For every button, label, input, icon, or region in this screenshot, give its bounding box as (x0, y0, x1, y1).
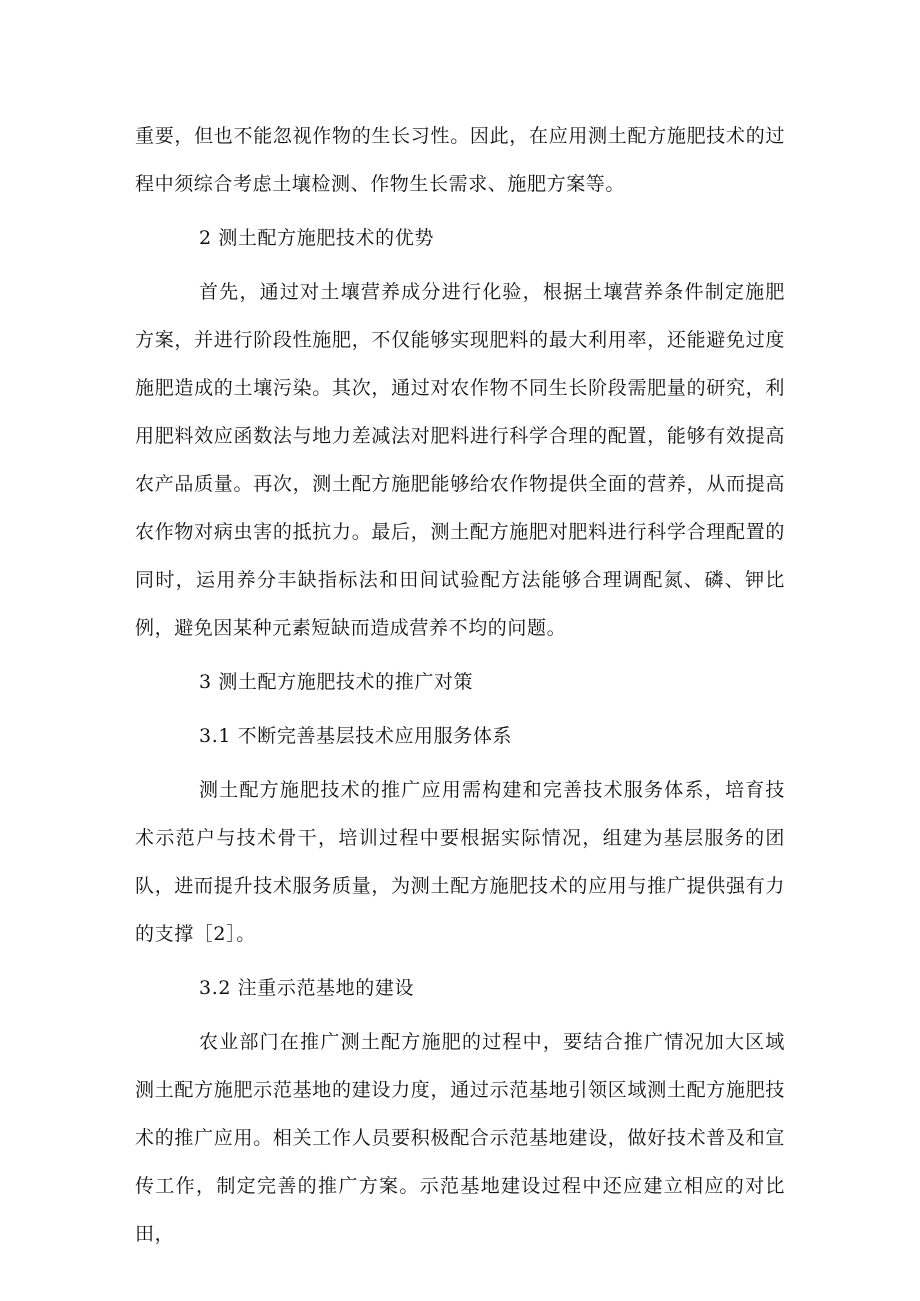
subsection-heading: 3.1 不断完善基层技术应用服务体系 (199, 725, 513, 747)
body-paragraph: 农业部门在推广测土配方施肥的过程中，要结合推广情况加大区域测土配方施肥示范基地的建设力度，通过示范基地引领区域测土配方施肥技术的推广应用。相关工作人员要积极配合示范基地建设，做好技术普及和宣传工作，制定完善的推广方案。示范基地建设过程中还应建立相应的对比田， (135, 1031, 785, 1245)
body-paragraph: 重要，但也不能忽视作物的生长习性。因此，在应用测土配方施肥技术的过程中须综合考虑土壤检测、作物生长需求、施肥方案等。 (135, 125, 785, 195)
body-paragraph: 首先，通过对土壤营养成分进行化验，根据土壤营养条件制定施肥方案，并进行阶段性施肥，不仅能够实现肥料的最大利用率，还能避免过度施肥造成的土壤污染。其次，通过对农作物不同生长阶段需肥量的研究，利用肥料效应函数法与地力差减法对肥料进行科学合理的配置，能够有效提高农产品质量。再次，测土配方施肥能够给农作物提供全面的营养，从而提高农作物对病虫害的抵抗力。最后，测土配方施肥对肥料进行科学合理配置的同时，运用养分丰缺指标法和田间试验配方法能够合理调配氮、磷、钾比例，避免因某种元素短缺而造成营养不均的问题。 (135, 281, 785, 639)
body-paragraph: 测土配方施肥技术的推广应用需构建和完善技术服务体系，培育技术示范户与技术骨干，培训过程中要根据实际情况，组建为基层服务的团队，进而提升技术服务质量，为测土配方施肥技术的应用与推广提供强有力的支撑［2］。 (135, 779, 785, 945)
document-body (135, 112, 785, 1258)
section-heading: 2 测土配方施肥技术的优势 (199, 227, 434, 249)
section-heading: 3 测土配方施肥技术的推广对策 (199, 671, 474, 693)
subsection-heading: 3.2 注重示范基地的建设 (199, 977, 415, 999)
